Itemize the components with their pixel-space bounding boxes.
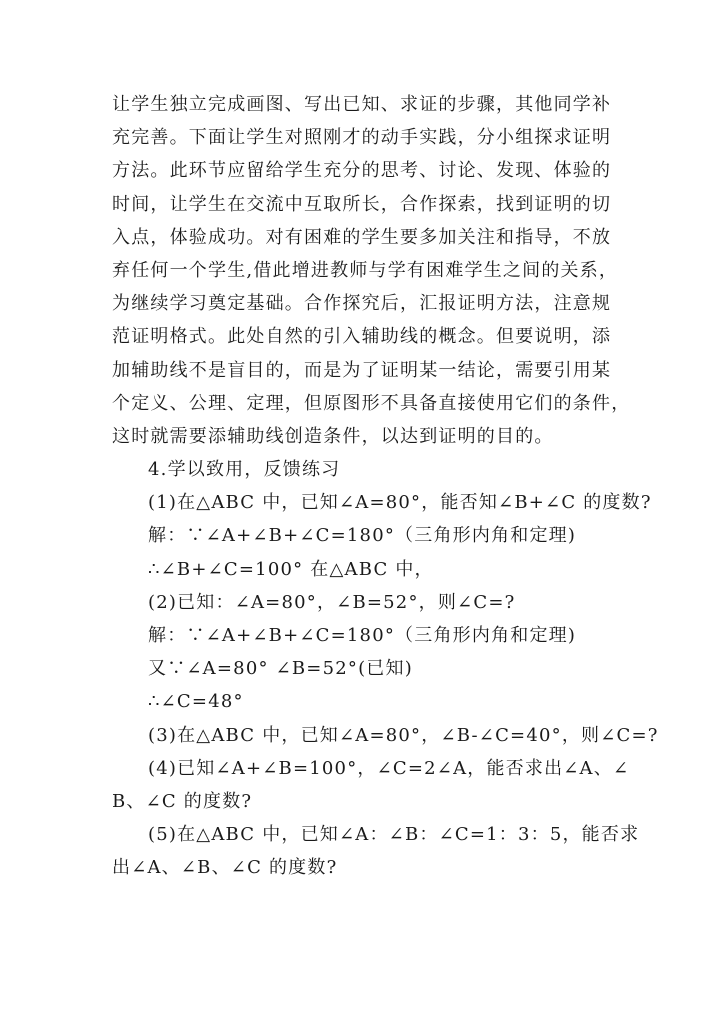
section-heading: 4.学以致用，反馈练习 [148,459,341,481]
paragraph-line: 入点，体验成功。对有困难的学生要多加关注和指导，不放 [112,226,612,248]
exercise-line: 又∵∠A=80° ∠B=52°(已知) [148,658,413,680]
exercise-line: (2)已知：∠A=80°，∠B=52°，则∠C=? [148,591,516,613]
paragraph-line: 充完善。下面让学生对照刚才的动手实践，分小组探求证明 [112,127,612,149]
exercise-line: 解：∵∠A+∠B+∠C=180°（三角形内角和定理) [148,625,577,646]
exercise-line: ∴∠B+∠C=100° 在△ABC 中， [148,558,434,580]
paragraph-line: 这时就需要添辅助线创造条件，以达到证明的目的。 [112,425,554,447]
exercise-line: (3)在△ABC 中，已知∠A=80°，∠B-∠C=40°，则∠C=? [148,724,659,746]
exercise-line: (4)已知∠A+∠B=100°，∠C=2∠A，能否求出∠A、∠ [148,757,630,779]
paragraph-line: 范证明格式。此处自然的引入辅助线的概念。但要说明，添 [112,326,612,348]
paragraph-line: 弃任何一个学生,借此增进教师与学有困难学生之间的关系， [112,259,619,281]
exercise-line: ∴∠C=48° [148,691,244,713]
exercise-line: B、∠C 的度数? [112,790,253,812]
document-page [112,88,659,885]
paragraph-line: 加辅助线不是盲目的，而是为了证明某一结论，需要引用某 [112,359,612,381]
paragraph-line: 让学生独立完成画图、写出已知、求证的步骤，其他同学补 [112,94,612,115]
exercise-line: (1)在△ABC 中，已知∠A=80°，能否知∠B+∠C 的度数? [148,492,652,514]
exercise-line: (5)在△ABC 中，已知∠A：∠B：∠C=1：3：5，能否求 [148,824,640,846]
paragraph-line: 方法。此环节应留给学生充分的思考、讨论、发现、体验的 [112,160,612,182]
exercise-line: 出∠A、∠B、∠C 的度数? [112,857,338,879]
paragraph-line: 时间，让学生在交流中互取所长，合作探索，找到证明的切 [112,193,612,215]
exercise-line: 解：∵∠A+∠B+∠C=180°（三角形内角和定理) [148,525,577,547]
paragraph-line: 个定义、公理、定理，但原图形不具备直接使用它们的条件， [112,392,631,414]
paragraph-line: 为继续学习奠定基础。合作探究后，汇报证明方法，注意规 [112,293,612,315]
